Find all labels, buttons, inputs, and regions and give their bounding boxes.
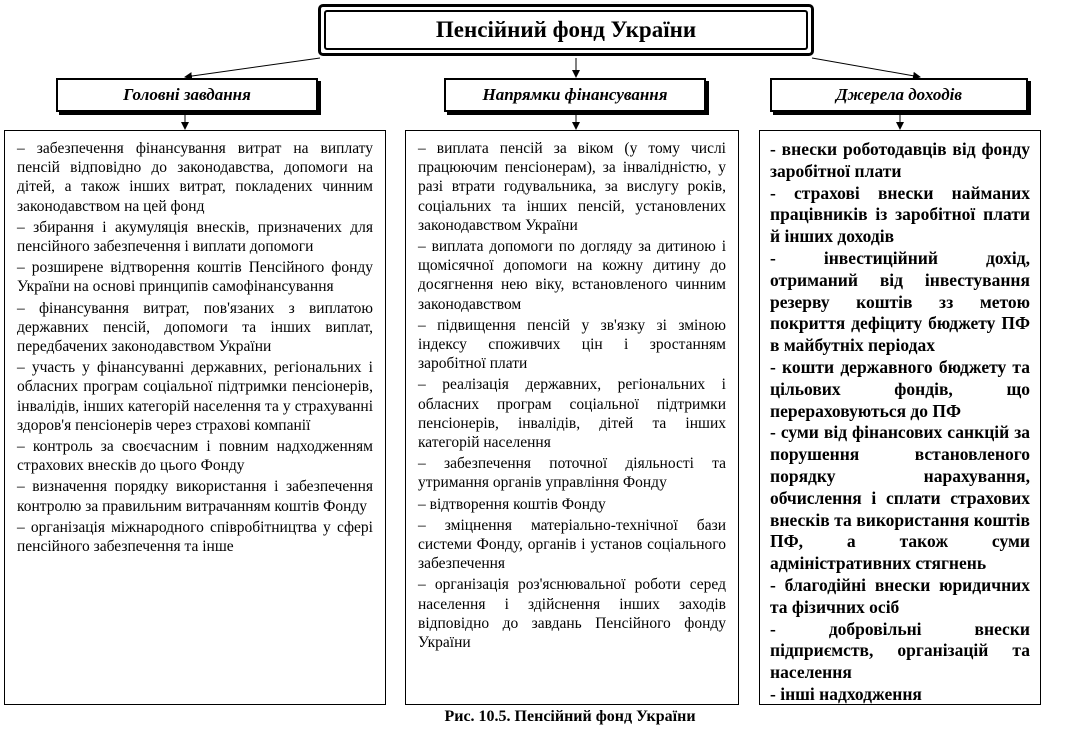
list-item: - кошти державного бюджету та цільових фондів, що перераховуються до ПФ <box>770 356 1030 421</box>
header-main-tasks: Головні завдання <box>56 78 318 112</box>
list-item: – зміцнення матеріально-технічної бази системи Фонду, органів і установ соціального забезпечення <box>418 516 726 573</box>
list-item: – контроль за своєчасним і повним надходженням страхових внесків до цього Фонду <box>17 438 373 475</box>
title-box <box>318 4 814 56</box>
financing-directions-list <box>418 139 726 652</box>
header-income-sources: Джерела доходів <box>770 78 1028 112</box>
list-item: – відтворення коштів Фонду <box>418 495 606 513</box>
list-item: – участь у фінансуванні державних, регіональних і обласних програм соціальної підтримки пенсіонерів, інвалідів, інших категорій населення та у страхуванні здоров'я пенсіонерів через страхові компанії <box>17 359 373 434</box>
list-item: – виплата пенсій за віком (у тому числі працюючим пенсіонерам), за інвалідністю, у разі втрати годувальника, за вислугу років, соціальних та інших пенсій, установлених законодавством України <box>418 140 726 234</box>
list-item: - суми від фінансових санкцій за порушення встановленого порядку нарахування, обчислення і сплати страхових внесків та використання коштів ПФ, а також суми адміністративних стягнень <box>770 422 1030 574</box>
list-item: – визначення порядку використання і забезпечення контролю за правильним витрачанням коштів Фонду <box>17 478 373 515</box>
list-item: – реалізація державних, регіональних і обласних програм соціальної підтримки пенсіонерів, інвалідів, дітей та інших категорій населення <box>418 376 726 452</box>
list-item: – збирання і акумуляція внесків, призначених для пенсійного забезпечення і виплати допомоги <box>17 218 373 256</box>
main-tasks-list <box>17 139 373 556</box>
list-item: – організація роз'яснювальної роботи серед населення і здійснення інших заходів відповідно до завдань Пенсійного фонду України <box>418 576 726 652</box>
list-item: – забезпечення поточної діяльності та утримання органів управління Фонду <box>418 455 726 492</box>
list-item: - внески роботодавців від фонду заробітної плати <box>770 139 1030 181</box>
list-item: – виплата допомоги по догляду за дитиною і щомісячної допомоги на кожну дитину до досягнення нею віку, встановленого чинним законодавством <box>418 238 726 313</box>
income-sources-box <box>759 130 1041 705</box>
list-item: – підвищення пенсій у зв'язку зі зміною індексу споживчих цін і зростанням заробітної плати <box>418 316 726 373</box>
list-item: – розширене відтворення коштів Пенсійного фонду України на основі принципів самофінансування <box>17 259 373 296</box>
list-item: - благодійні внески юридичних та фізичних осіб <box>770 574 1030 617</box>
figure-caption: Рис. 10.5. Пенсійний фонд України <box>444 708 696 725</box>
arrow-title-to-income <box>812 58 920 77</box>
list-item: – організація міжнародного співробітництва у сфері пенсійного забезпечення та інше <box>17 518 373 556</box>
financing-directions-box <box>405 130 739 705</box>
list-item: - страхові внески найманих працівників із заробітної плати й інших доходів <box>770 182 1030 247</box>
arrow-title-to-tasks <box>185 58 320 77</box>
main-tasks-box <box>4 130 386 705</box>
list-item: - інвестиційний дохід, отриманий від інвестування резерву коштів зз метою покриття дефіциту бюджету ПФ в майбутніх періодах <box>770 247 1030 356</box>
income-sources-list <box>770 139 1030 706</box>
diagram-title: Пенсійний фонд України <box>324 10 808 50</box>
list-item: - добровільні внески підприємств, організацій та населення <box>770 618 1030 683</box>
header-financing-directions: Напрямки фінансування <box>444 78 706 112</box>
list-item: - інші надходження <box>770 683 922 704</box>
list-item: – фінансування витрат, пов'язаних з виплатою державних пенсій, допомоги та інших виплат, передбачених законодавством України <box>17 299 373 356</box>
list-item: – забезпечення фінансування витрат на виплату пенсій відповідно до законодавства, допомоги на дітей, а також інших витрат, покладених чинним законодавством на цей фонд <box>17 140 373 215</box>
